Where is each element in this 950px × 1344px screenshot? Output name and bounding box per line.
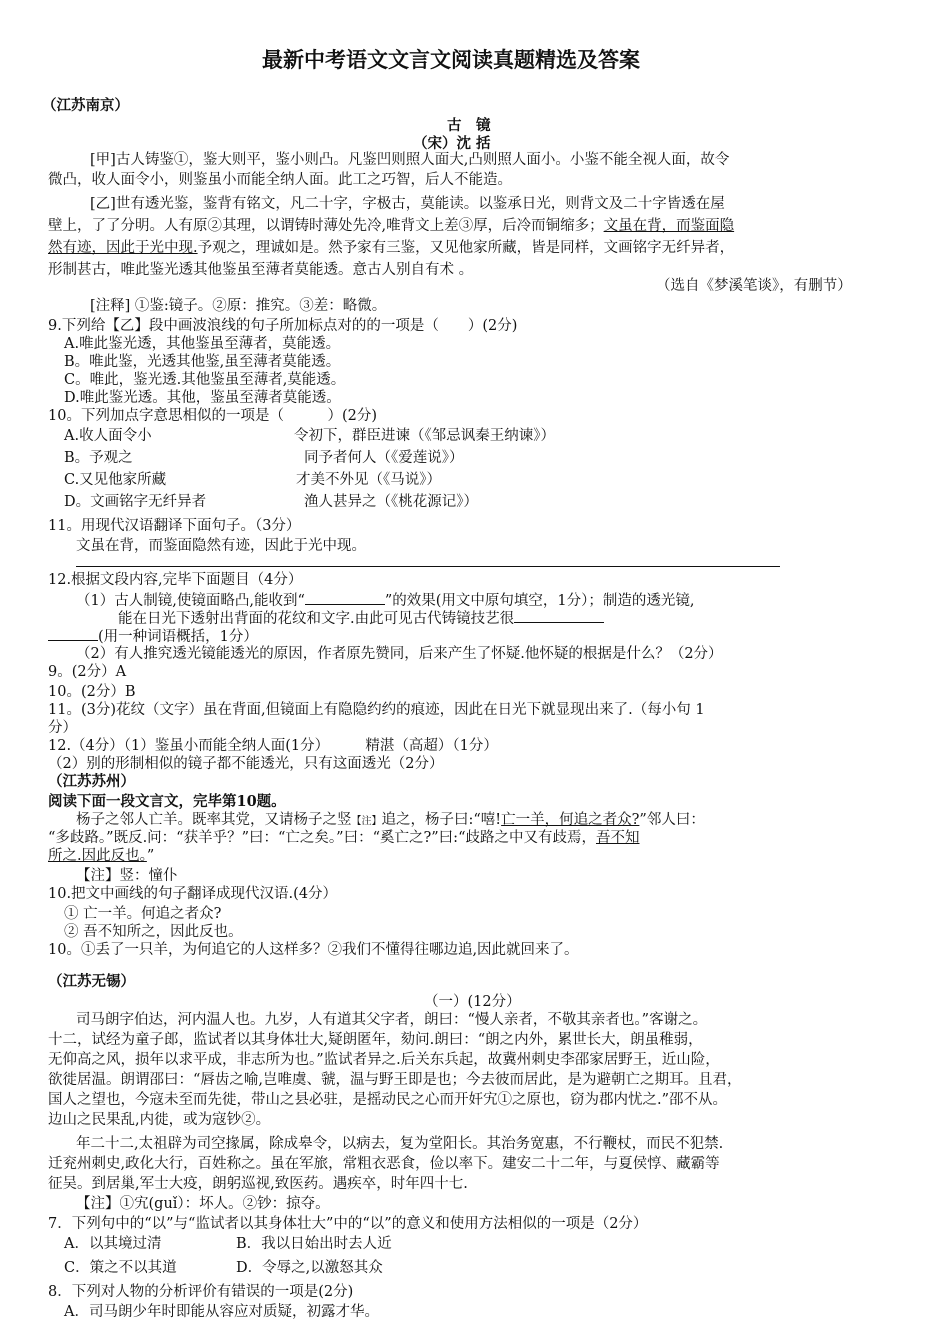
passage-title: 古 镜 (447, 117, 491, 134)
annotation-marker: 【注】 (351, 816, 382, 827)
passage-text-line: 年二十二,太祖辟为司空掾属，除成皋令，以病去，复为堂阳长。其治务宽惠，不行鞭杖，而民不犯禁. (76, 1136, 724, 1152)
question-12-part2: （2）有人推究透光镜能透光的原因，作者原先赞同，后来产生了怀疑.他怀疑的根据是什么？（2分） (76, 646, 723, 662)
passage-text-line (48, 238, 734, 258)
passage-text-segment: 追之，杨子曰:“嘻! (381, 812, 502, 828)
underlined-sentence: 所之.因此反也。 (48, 848, 147, 864)
annotation-note: 【注】竖：憧仆 (76, 868, 178, 884)
option-d: D．令辱之,以激怒其众 (236, 1260, 383, 1276)
passage-text-segment: ”邻人曰： (639, 812, 705, 828)
translation-sentence: 文虽在背，而鉴面隐然有迹，因此于光中现。 (76, 538, 366, 554)
question-9: 9.下列给【乙】段中画波浪线的句子所加标点对的的一项是（ ）(2分) (48, 318, 518, 334)
option-d: D。文画铭字无纤异者 (64, 494, 207, 510)
section-heading: （一）(12分） (424, 994, 521, 1010)
passage-text-segment: ” (146, 848, 155, 864)
passage-text-segment: 予观之，理诚如是。然予家有三鉴，又见他家所藏，皆是同样，文画铭字无纤异者， (197, 240, 735, 256)
question-8: 8．下列对人物的分析评价有错误的一项是(2分) (48, 1284, 354, 1300)
question-text-segment: ”的效果(用文中原句填空，1分）；制造的透光镜, (384, 593, 695, 609)
underlined-sentence: 吾不知 (595, 830, 640, 846)
option-c: C．策之不以其道 (64, 1260, 177, 1276)
passage-source: （选自《梦溪笔谈》，有删节） (656, 278, 852, 294)
passage-author: （宋）沈 括 (413, 135, 491, 152)
question-10-sentence-1: ① 亡一羊。何追之者众? (64, 906, 222, 922)
fill-blank (48, 626, 98, 641)
passage-text-segment: “多歧路。”既反.问：“获羊乎？”曰：“亡之矣。”曰：“奚亡之?”曰:“歧路之中又有歧焉， (48, 830, 596, 846)
passage-text-line: 欲徙居温。朗谓邵曰：“唇齿之喻,岂唯虞、虢，温与野王即是也；今去彼而居此，是为避朝亡之期耳。且君， (48, 1072, 742, 1088)
passage-text-line: [乙]世有透光鉴，鉴背有铭文，凡二十字，字极古，莫能读。以鉴承日光，则背文及二十字皆透在屋 (90, 196, 725, 212)
annotation-note: [注释] ①鉴:镜子。②原：推究。③差：略微。 (90, 298, 387, 314)
passage-text-line: 无仰高之风，损年以求平成，非志所为也。”监试者异之.后关东兵起，故冀州刺史李邵家居野王，近山险， (48, 1052, 720, 1068)
answer-12-cont: （2）别的形制相似的镜子都不能透光，只有这面透光（2分） (48, 756, 444, 772)
question-text-segment: (用一种词语概括，1分） (98, 629, 258, 645)
region-label-wuxi: （江苏无锡） (48, 973, 135, 990)
option-a-compare: 令初下，群臣进谏（《邹忌讽秦王纳谏》） (294, 428, 555, 444)
option-a: A．司马朗少年时即能从容应对质疑，初露才华。 (64, 1304, 379, 1320)
option-a: A．以其境过清 (64, 1236, 162, 1252)
passage-text-segment: 杨子之邻人亡羊。既率其党，又请杨子之竖 (76, 812, 352, 828)
passage-text-line: 边山之民果乱,内徙，或为寇钞②。 (48, 1112, 271, 1128)
passage-text-line: 十二，试经为童子郎，监试者以其身体壮大,疑朗匿年，劾问.朗曰：“朗之内外，累世长大，朗虽稚弱， (48, 1032, 703, 1048)
question-11: 11。用现代汉语翻译下面句子。（3分） (48, 518, 301, 534)
underlined-sentence: 文虽在背，而鉴面隐 (603, 218, 735, 234)
option-a: A.收人面令小 (64, 428, 152, 444)
underlined-sentence: 然有迹，因此于光中现. (48, 240, 198, 256)
question-7: 7．下列句中的“以”与“监试者以其身体壮大”中的“以”的意义和使用方法相似的一项是（2分） (48, 1216, 648, 1232)
passage-text-line (48, 216, 734, 236)
passage-text-line (48, 828, 639, 848)
passage-text-segment: 壁上，了了分明。人有原②其理，以谓铸时薄处先冷,唯背文上差③厚，后冷而铜缩多； (48, 218, 604, 234)
fill-blank (305, 590, 385, 605)
answer-11-cont: 分） (48, 720, 77, 736)
answer-line (76, 566, 780, 567)
option-d-compare: 渔人甚异之（《桃花源记》） (304, 494, 478, 510)
question-10: 10。下列加点字意思相似的一项是（ ）(2分) (48, 408, 377, 424)
answer-10: 10。①丢了一只羊，为何追它的人这样多？②我们不懂得往哪边追,因此就回来了。 (48, 942, 579, 958)
option-b-compare: 同予者何人（《爱莲说》） (304, 450, 464, 466)
answer-10: 10。(2分）B (48, 684, 136, 700)
passage-text-line: 迁兖州刺史,政化大行，百姓称之。虽在军旅，常粗衣恶食，俭以率下。建安二十二年，与夏侯惇、藏霸等 (48, 1156, 720, 1172)
question-10: 10.把文中画线的句子翻译成现代汉语.(4分） (48, 886, 338, 902)
region-label-suzhou: （江苏苏州） (48, 773, 135, 790)
option-b: B。予观之 (64, 450, 133, 466)
question-10-sentence-2: ② 吾不知所之，因此反也。 (64, 924, 243, 940)
passage-text-line: [甲]古人铸鉴①，鉴大则平，鉴小则凸。凡鉴凹则照人面大,凸则照人面小。小鉴不能全视人面，故令 (90, 152, 730, 168)
option-c-compare: 才美不外见（《马说》） (296, 472, 441, 488)
passage-text-line: 微凸，收人面令小，则鉴虽小而能全纳人面。此工之巧智，后人不能造。 (48, 172, 512, 188)
option-b: B．我以日始出时去人近 (236, 1236, 392, 1252)
region-label-nanjing: （江苏南京） (42, 97, 129, 114)
question-text-segment: （1）古人制镜,使镜面略凸,能收到“ (76, 593, 305, 609)
option-d: D.唯此鉴光透。其他，鉴虽至薄者莫能透。 (64, 390, 341, 406)
annotation-note: 【注】①宄(guǐ）：坏人。②钞：掠夺。 (76, 1196, 330, 1212)
option-c: C。唯此，鉴光透.其他鉴虽至薄者,莫能透。 (64, 372, 346, 388)
passage-text-line: 征吴。到居巢,军士大疫，朗躬巡视,致医药。遇疾卒，时年四十七. (48, 1176, 468, 1192)
passage-text-line: 形制甚古，唯此鉴光透其他鉴虽至薄者莫能透。意古人别自有术 。 (48, 262, 474, 278)
reading-instruction: 阅读下面一段文言文，完毕第10题。 (48, 793, 286, 810)
answer-12: 12.（4分）（1）鉴虽小而能全纳人面(1分） 精湛（高超）（1分） (48, 738, 498, 754)
option-a: A.唯此鉴光透，其他鉴虽至薄者，莫能透。 (64, 336, 341, 352)
passage-text-line: 国人之望也，今寇未至而先徙，带山之县必驻，是摇动民之心而开奸宄①之原也，窃为郡内忧之.”邵不从。 (48, 1092, 728, 1108)
fill-blank (514, 608, 604, 623)
option-c: C.又见他家所藏 (64, 472, 167, 488)
answer-11: 11。(3分)花纹（文字）虽在背面,但镜面上有隐隐约约的痕迹，因此在日光下就显现出来了.（每小句 1 (48, 702, 705, 718)
option-b: B。唯此鉴，光透其他鉴,虽至薄者莫能透。 (64, 354, 341, 370)
passage-text-line (48, 846, 154, 866)
document-title: 最新中考语文文言文阅读真题精选及答案 (262, 48, 640, 72)
underlined-sentence: 亡一羊，何追之者众? (501, 812, 640, 828)
question-12: 12.根据文段内容,完毕下面题目（4分） (48, 572, 303, 588)
answer-9: 9。(2分）A (48, 664, 127, 680)
passage-text-line: 司马朗字伯达，河内温人也。九岁，人有道其父字者，朗曰：“慢人亲者，不敬其亲者也。”客谢之。 (76, 1012, 708, 1028)
question-text-segment: 能在日光下透射出背面的花纹和文字.由此可见古代铸镜技艺很 (118, 611, 515, 627)
